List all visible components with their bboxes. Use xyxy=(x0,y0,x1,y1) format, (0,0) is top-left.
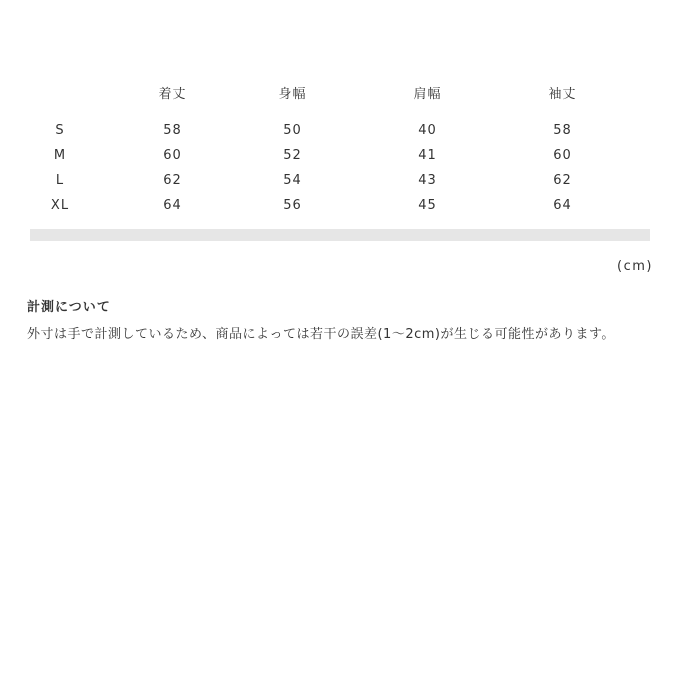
header-sleeve: 袖丈 xyxy=(548,86,577,102)
size-label: L xyxy=(55,173,65,188)
header-length: 着丈 xyxy=(158,86,187,102)
table-divider xyxy=(30,229,650,241)
unit-label: (cm) xyxy=(617,259,653,274)
table-row xyxy=(30,118,650,143)
table-row xyxy=(30,143,650,168)
header-width: 身幅 xyxy=(278,86,307,102)
shoulder-value: 41 xyxy=(418,148,437,163)
length-value: 60 xyxy=(163,148,182,163)
table-row xyxy=(30,168,650,193)
shoulder-value: 40 xyxy=(418,123,437,138)
note-body: 外寸は手で計測しているため、商品によっては若干の誤差(1〜2cm)が生じる可能性があります。 xyxy=(27,327,615,342)
table-row xyxy=(30,193,650,218)
length-value: 58 xyxy=(163,123,182,138)
length-value: 62 xyxy=(163,173,182,188)
size-label: S xyxy=(55,123,65,138)
note-title: 計測について xyxy=(27,300,111,315)
width-value: 56 xyxy=(283,198,302,213)
width-value: 52 xyxy=(283,148,302,163)
width-value: 54 xyxy=(283,173,302,188)
size-table xyxy=(30,80,650,218)
sleeve-value: 58 xyxy=(553,123,572,138)
shoulder-value: 43 xyxy=(418,173,437,188)
sleeve-value: 62 xyxy=(553,173,572,188)
sleeve-value: 60 xyxy=(553,148,572,163)
header-shoulder: 肩幅 xyxy=(413,86,442,102)
size-label: XL xyxy=(50,198,70,213)
length-value: 64 xyxy=(163,198,182,213)
size-label: M xyxy=(53,148,67,163)
sleeve-value: 64 xyxy=(553,198,572,213)
shoulder-value: 45 xyxy=(418,198,437,213)
size-table-header xyxy=(30,80,650,104)
width-value: 50 xyxy=(283,123,302,138)
